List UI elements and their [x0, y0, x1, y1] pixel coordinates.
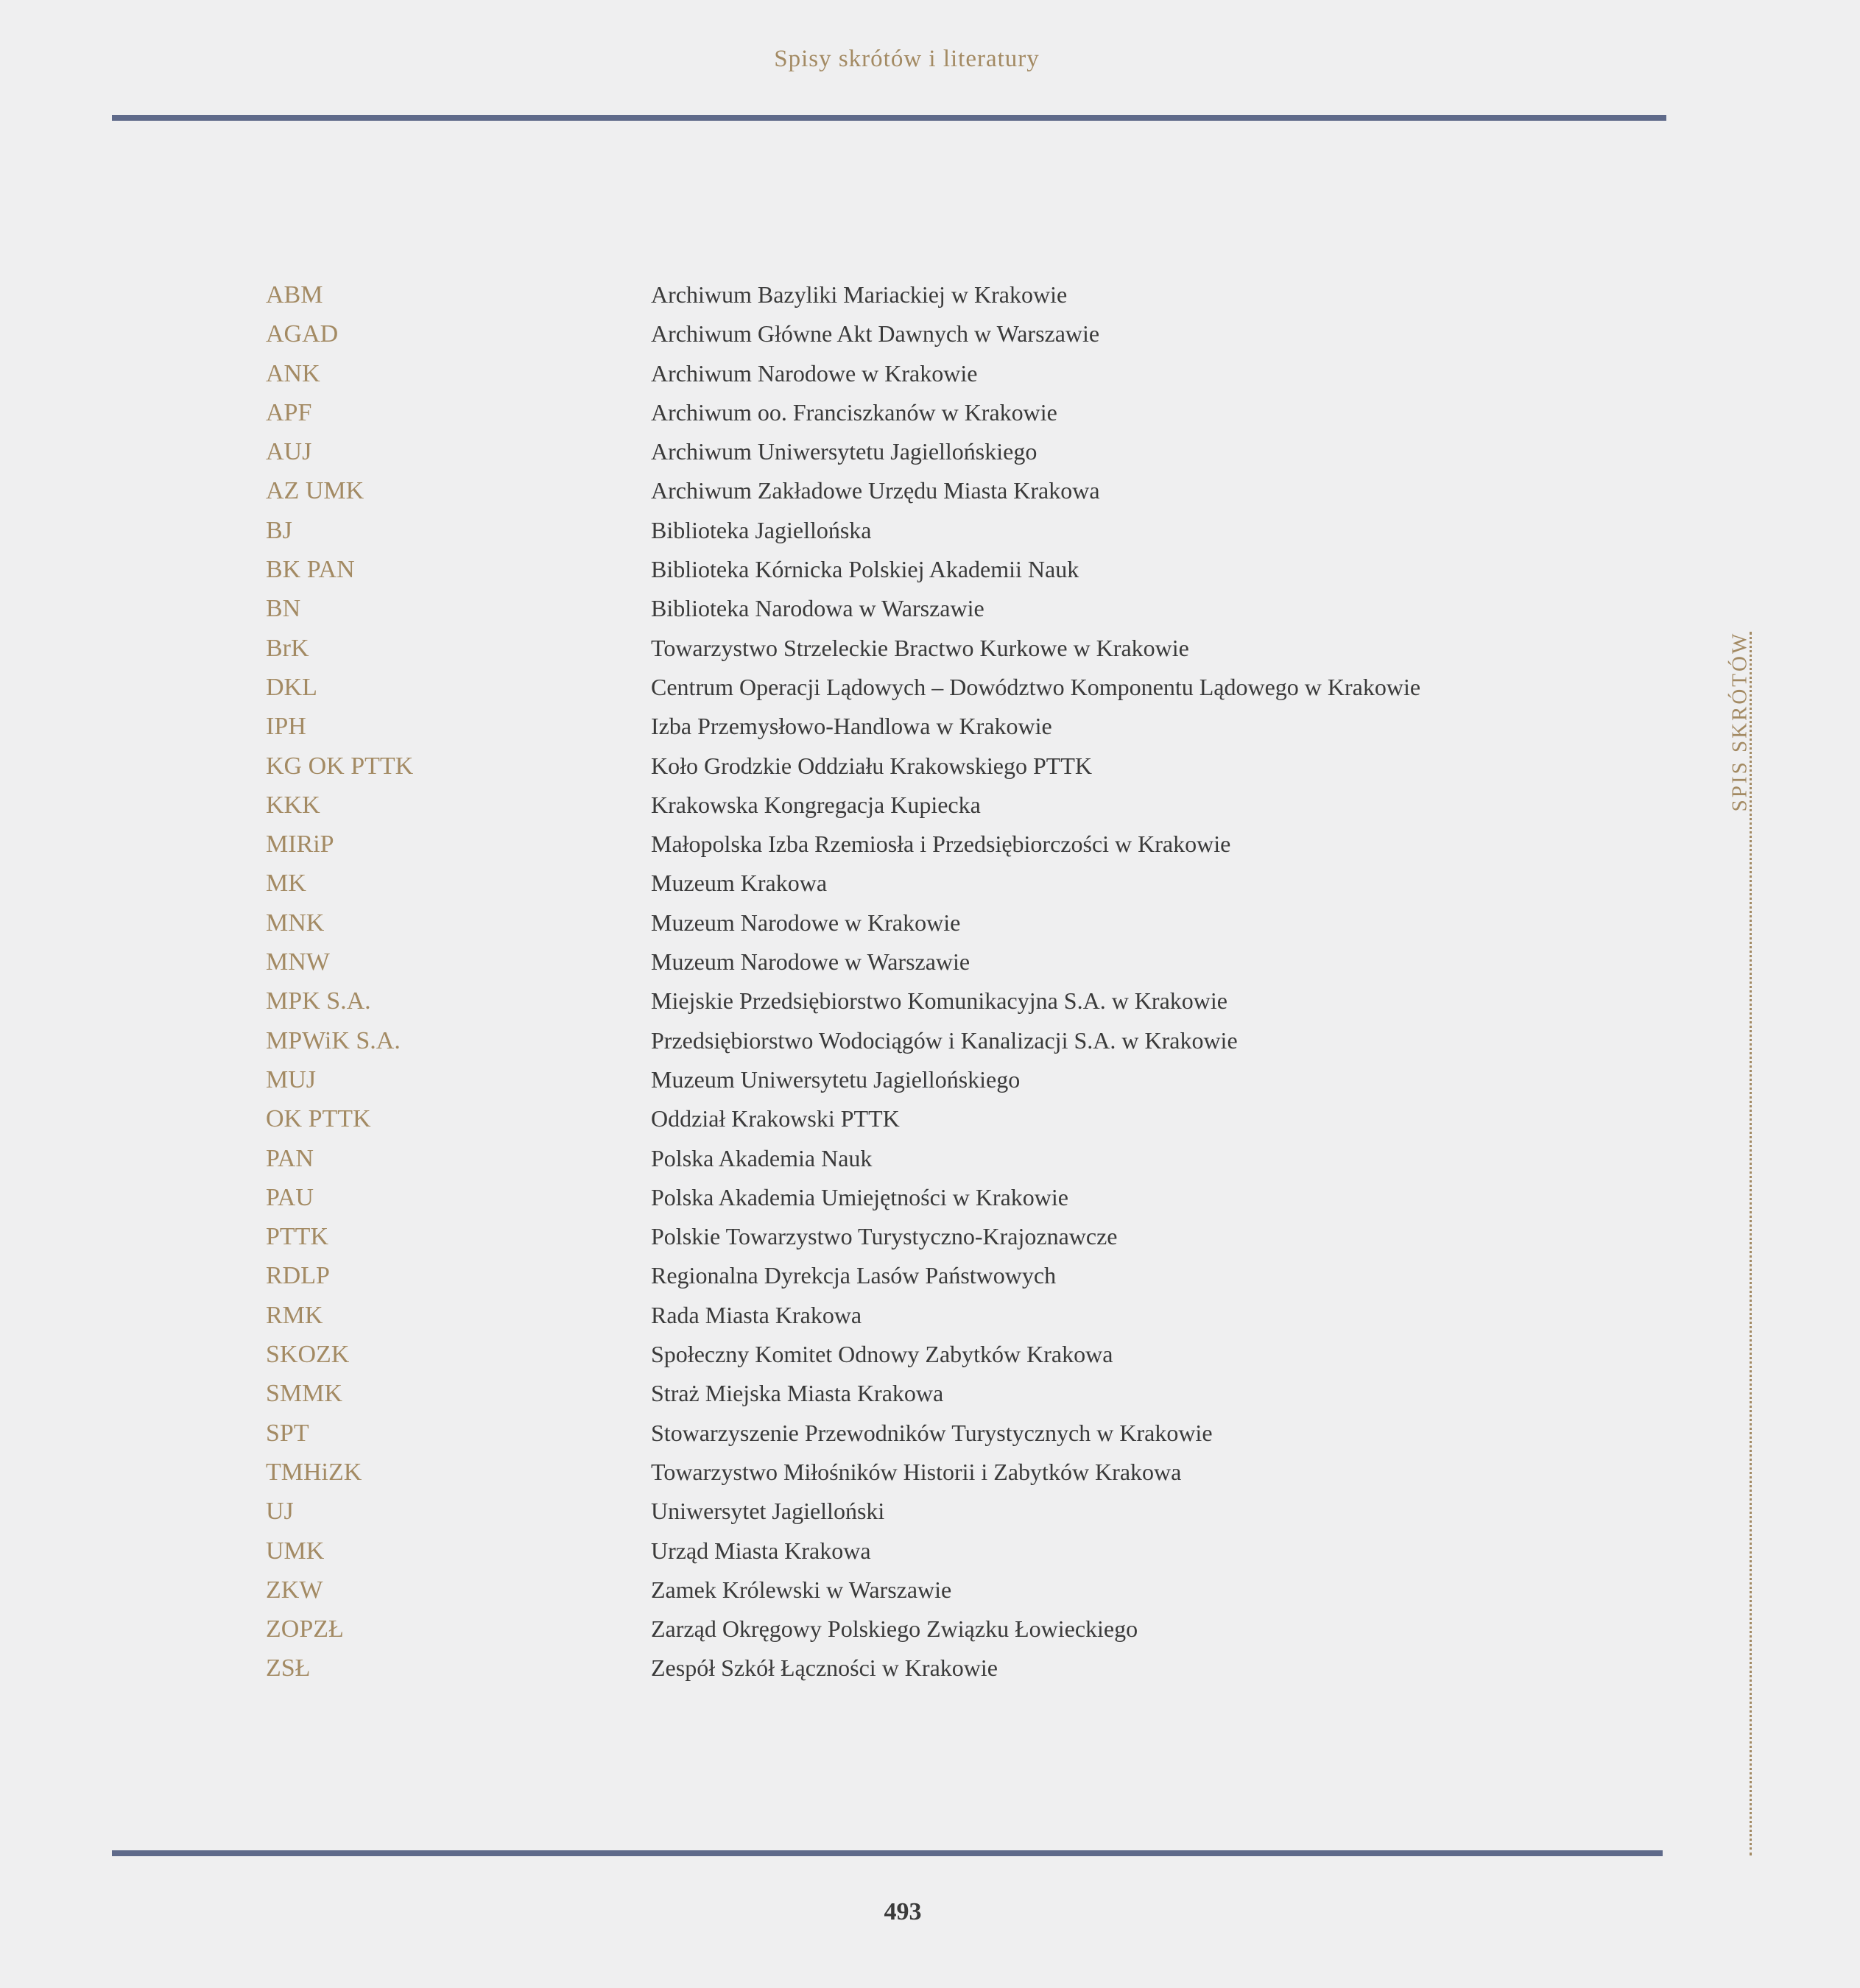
- abbreviation: MPK S.A.: [266, 987, 371, 1015]
- list-item: [0, 1060, 1860, 1099]
- abbreviation-expansion: Rada Miasta Krakowa: [651, 1301, 862, 1328]
- abbreviation: MNK: [266, 909, 325, 937]
- header-rule: [112, 115, 1666, 121]
- abbreviation: MIRiP: [266, 831, 334, 859]
- abbreviation-expansion: Towarzystwo Strzeleckie Bractwo Kurkowe w Krakowie: [651, 634, 1189, 661]
- abbreviation-expansion: Społeczny Komitet Odnowy Zabytków Krakowa: [651, 1341, 1113, 1368]
- list-item: [0, 825, 1860, 864]
- list-item: [0, 511, 1860, 550]
- abbreviation: BK PAN: [266, 556, 355, 584]
- list-item: [0, 981, 1860, 1021]
- abbreviation-expansion: Archiwum Zakładowe Urzędu Miasta Krakowa: [651, 477, 1100, 504]
- list-item: [0, 314, 1860, 353]
- list-item: [0, 1414, 1860, 1453]
- abbreviation: ZSŁ: [266, 1654, 311, 1682]
- footer-rule: [112, 1850, 1663, 1856]
- abbreviation: BN: [266, 595, 301, 623]
- abbreviation-expansion: Biblioteka Jagiellońska: [651, 516, 872, 543]
- abbreviation-expansion: Biblioteka Narodowa w Warszawie: [651, 595, 984, 622]
- list-item: [0, 707, 1860, 746]
- abbreviation-expansion: Polskie Towarzystwo Turystyczno-Krajoznawcze: [651, 1223, 1118, 1250]
- abbreviation-list: [0, 275, 1860, 1688]
- abbreviation: ANK: [266, 359, 320, 387]
- list-item: [0, 432, 1860, 471]
- list-item: [0, 1374, 1860, 1413]
- abbreviation: MUJ: [266, 1065, 317, 1093]
- abbreviation: IPH: [266, 713, 306, 741]
- abbreviation-expansion: Oddział Krakowski PTTK: [651, 1105, 900, 1132]
- list-item: [0, 1649, 1860, 1688]
- abbreviation: DKL: [266, 673, 317, 701]
- list-item: [0, 275, 1860, 314]
- abbreviation: AGAD: [266, 320, 339, 348]
- list-item: [0, 1610, 1860, 1649]
- list-item: [0, 1021, 1860, 1060]
- abbreviation: SKOZK: [266, 1341, 350, 1369]
- abbreviation: RDLP: [266, 1262, 330, 1290]
- list-item: [0, 1531, 1860, 1571]
- abbreviation-expansion: Stowarzyszenie Przewodników Turystycznych w Krakowie: [651, 1419, 1213, 1446]
- abbreviation-expansion: Uniwersytet Jagielloński: [651, 1498, 885, 1525]
- abbreviation: BJ: [266, 516, 292, 544]
- abbreviation: PAN: [266, 1144, 314, 1172]
- abbreviation: AZ UMK: [266, 477, 364, 505]
- abbreviation-expansion: Polska Akademia Nauk: [651, 1144, 873, 1171]
- list-item: [0, 354, 1860, 393]
- list-item: [0, 1217, 1860, 1256]
- abbreviation-expansion: Towarzystwo Miłośników Historii i Zabytków Krakowa: [651, 1458, 1182, 1485]
- abbreviation: MPWiK S.A.: [266, 1026, 401, 1054]
- abbreviation: UMK: [266, 1537, 325, 1565]
- abbreviation-expansion: Archiwum oo. Franciszkanów w Krakowie: [651, 398, 1057, 426]
- abbreviation-expansion: Zespół Szkół Łączności w Krakowie: [651, 1654, 998, 1682]
- abbreviation-expansion: Muzeum Narodowe w Krakowie: [651, 909, 961, 936]
- abbreviation: PAU: [266, 1183, 314, 1211]
- abbreviation-expansion: Przedsiębiorstwo Wodociągów i Kanalizacji S.A. w Krakowie: [651, 1026, 1238, 1054]
- list-item: [0, 1256, 1860, 1295]
- abbreviation: BrK: [266, 634, 309, 662]
- abbreviation: APF: [266, 398, 312, 426]
- abbreviation: UJ: [266, 1498, 294, 1526]
- abbreviation-expansion: Archiwum Narodowe w Krakowie: [651, 359, 978, 387]
- abbreviation-expansion: Małopolska Izba Rzemiosła i Przedsiębiorczości w Krakowie: [651, 831, 1231, 858]
- abbreviation: ABM: [266, 281, 323, 309]
- abbreviation: MNW: [266, 948, 330, 976]
- list-item: [0, 589, 1860, 628]
- list-item: [0, 1492, 1860, 1531]
- list-item: [0, 471, 1860, 510]
- abbreviation-expansion: Archiwum Uniwersytetu Jagiellońskiego: [651, 438, 1038, 465]
- abbreviation-expansion: Archiwum Główne Akt Dawnych w Warszawie: [651, 320, 1100, 348]
- abbreviation: AUJ: [266, 438, 312, 466]
- list-item: [0, 747, 1860, 786]
- abbreviation: KG OK PTTK: [266, 752, 414, 780]
- abbreviation: SMMK: [266, 1380, 342, 1408]
- abbreviation-expansion: Zamek Królewski w Warszawie: [651, 1576, 952, 1603]
- abbreviation-expansion: Centrum Operacji Lądowych – Dowództwo Komponentu Lądowego w Krakowie: [651, 673, 1421, 700]
- list-item: [0, 1139, 1860, 1178]
- abbreviation: PTTK: [266, 1223, 328, 1251]
- list-item: [0, 1178, 1860, 1217]
- list-item: [0, 864, 1860, 903]
- abbreviation-expansion: Izba Przemysłowo-Handlowa w Krakowie: [651, 713, 1052, 740]
- abbreviation-expansion: Muzeum Uniwersytetu Jagiellońskiego: [651, 1065, 1021, 1093]
- abbreviation: RMK: [266, 1301, 323, 1329]
- abbreviation: KKK: [266, 791, 320, 819]
- abbreviation: MK: [266, 870, 306, 898]
- abbreviation: TMHiZK: [266, 1458, 362, 1486]
- abbreviation-expansion: Koło Grodzkie Oddziału Krakowskiego PTTK: [651, 752, 1092, 779]
- list-item: [0, 942, 1860, 981]
- abbreviation-expansion: Biblioteka Kórnicka Polskiej Akademii Nauk: [651, 556, 1079, 583]
- abbreviation: ZKW: [266, 1576, 323, 1604]
- abbreviation: OK PTTK: [266, 1105, 371, 1133]
- abbreviation: SPT: [266, 1419, 309, 1447]
- list-item: [0, 550, 1860, 589]
- abbreviation-expansion: Straż Miejska Miasta Krakowa: [651, 1380, 944, 1407]
- abbreviation-expansion: Urząd Miasta Krakowa: [651, 1537, 871, 1564]
- abbreviation-expansion: Archiwum Bazyliki Mariackiej w Krakowie: [651, 281, 1068, 308]
- list-item: [0, 1571, 1860, 1610]
- list-item: [0, 629, 1860, 668]
- abbreviation-expansion: Krakowska Kongregacja Kupiecka: [651, 791, 981, 818]
- list-item: [0, 668, 1860, 707]
- list-item: [0, 393, 1860, 432]
- page-number: 493: [884, 1898, 922, 1925]
- section-side-label: SPIS SKRÓTÓW: [1727, 631, 1752, 812]
- abbreviation-expansion: Muzeum Krakowa: [651, 870, 828, 897]
- list-item: [0, 903, 1860, 942]
- abbreviation-expansion: Miejskie Przedsiębiorstwo Komunikacyjna S.A. w Krakowie: [651, 987, 1227, 1015]
- abbreviation-expansion: Polska Akademia Umiejętności w Krakowie: [651, 1183, 1068, 1210]
- list-item: [0, 1296, 1860, 1335]
- abbreviation-expansion: Zarząd Okręgowy Polskiego Związku Łowieckiego: [651, 1615, 1138, 1643]
- list-item: [0, 786, 1860, 825]
- abbreviation: ZOPZŁ: [266, 1615, 344, 1643]
- running-title: Spisy skrótów i literatury: [774, 46, 1040, 72]
- side-dotted-rule: [1750, 632, 1752, 1855]
- list-item: [0, 1453, 1860, 1492]
- list-item: [0, 1099, 1860, 1138]
- abbreviation-expansion: Muzeum Narodowe w Warszawie: [651, 948, 970, 976]
- abbreviation-expansion: Regionalna Dyrekcja Lasów Państwowych: [651, 1262, 1057, 1289]
- list-item: [0, 1335, 1860, 1374]
